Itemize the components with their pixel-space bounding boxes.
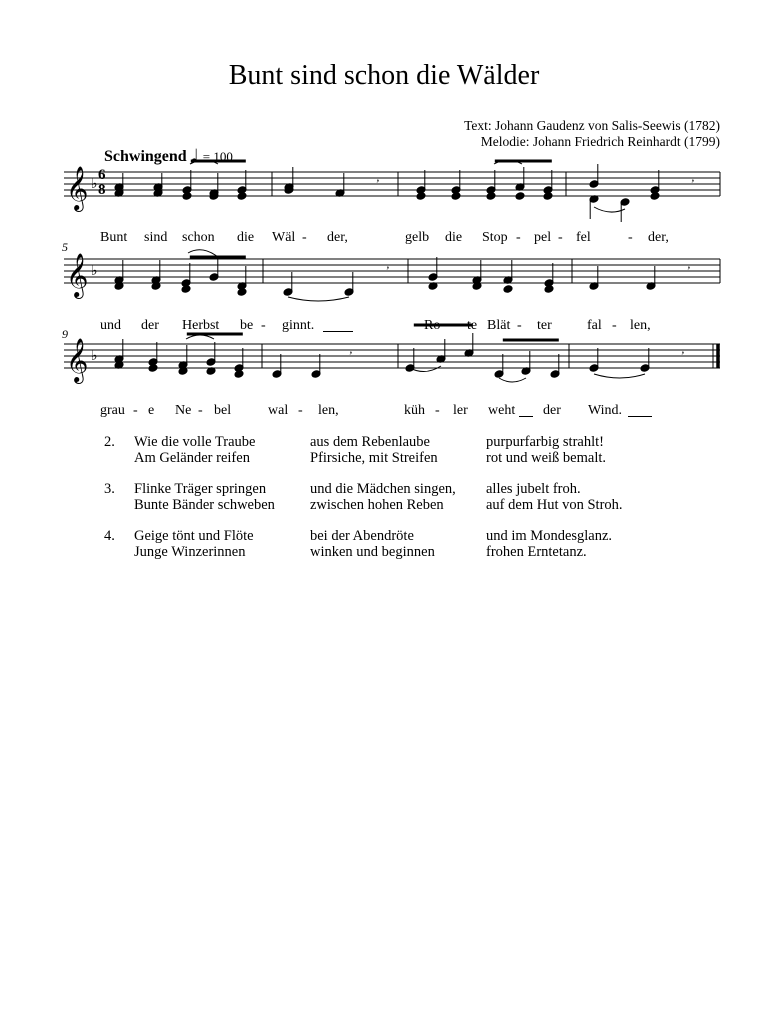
slur [594, 207, 625, 212]
measure-number-9: 9 [62, 327, 68, 341]
lyricist-credit: Text: Johann Gaudenz von Salis-Seewis (1782) [464, 118, 720, 133]
note-head [515, 192, 525, 201]
lyric-syllable: te [467, 318, 478, 333]
lyric-syllable: Ro [424, 318, 441, 333]
composer-credit: Melodie: Johann Friedrich Reinhardt (1799) [480, 134, 720, 149]
lyric-extender [519, 416, 533, 417]
lyric-syllable: pel [534, 230, 552, 245]
treble-clef-icon: 𝄞 [66, 253, 89, 297]
lyric-syllable: - [261, 318, 266, 333]
lyric-syllable: Ne [175, 403, 192, 418]
verse-number: 2. [104, 434, 115, 450]
key-flat-icon: ♭ [91, 263, 98, 279]
eighth-rest-icon: ’ [375, 176, 379, 190]
lyric-syllable: - [198, 403, 203, 418]
lyric-syllable: Bunt [100, 230, 128, 245]
quarter-note-glyph: ♩ [190, 146, 199, 166]
lyric-syllable: - [558, 230, 563, 245]
lyric-syllable: be [240, 318, 254, 333]
lyric-syllable: und [100, 318, 121, 333]
lyric-syllable: - [298, 403, 303, 418]
lyric-syllable: - [516, 230, 521, 245]
lyric-syllable: - [612, 318, 617, 333]
staff-lines [64, 166, 720, 384]
lyric-syllable: Wäl [272, 230, 296, 245]
verse-text-col2: und die Mädchen singen, zwischen hohen Reben [310, 481, 456, 513]
lyric-extender [628, 416, 652, 417]
lyric-syllable: die [237, 230, 255, 245]
lyric-syllable: der [543, 403, 561, 418]
tempo-text: Schwingend [104, 148, 187, 165]
lyric-syllable: - [447, 318, 452, 333]
key-flat-icon: ♭ [91, 348, 98, 364]
eighth-rest-icon: ’ [686, 263, 690, 277]
eighth-rest-icon: ’ [348, 348, 352, 362]
verse-text-col3: alles jubelt froh. auf dem Hut von Stroh. [486, 481, 623, 513]
verse-text-col3: purpurfarbig strahlt! rot und weiß bemalt. [486, 434, 607, 466]
lyric-syllable: ter [537, 318, 552, 333]
verse-text-col1: Wie die volle Traube Am Geländer reifen [134, 434, 256, 466]
treble-clef-icon: 𝄞 [66, 338, 89, 382]
lyric-syllable: fel [576, 230, 591, 245]
verse-number: 3. [104, 481, 115, 497]
lyric-syllable: Blät [487, 318, 511, 333]
verse-text-col3: und im Mondesglanz. frohen Erntetanz. [486, 528, 613, 560]
verse-text-col2: aus dem Rebenlaube Pfirsiche, mit Streifen [310, 434, 438, 466]
slur [499, 378, 526, 382]
lyric-syllable: gelb [405, 230, 430, 245]
lyric-syllable: - [517, 318, 522, 333]
time-signature-bottom: 8 [98, 182, 106, 198]
lyric-syllable: weht [488, 403, 516, 418]
slur [186, 335, 214, 339]
verse-number: 4. [104, 528, 115, 544]
note-head [503, 285, 513, 294]
eighth-rest-icon: ’ [385, 263, 389, 277]
lyric-syllable: Stop [482, 230, 508, 245]
lyric-syllable: - [302, 230, 307, 245]
lyric-syllable: - [133, 403, 138, 418]
lyric-syllable: e [148, 403, 155, 418]
verse-text-col2: bei der Abendröte winken und beginnen [310, 528, 435, 560]
lyric-syllable: grau [100, 403, 125, 418]
lyric-syllable: fal [587, 318, 602, 333]
lyric-syllable: schon [182, 230, 215, 245]
verse-text-col1: Flinke Träger springen Bunte Bänder schweben [134, 481, 275, 513]
eighth-rest-icon: ’ [680, 348, 684, 362]
eighth-rest-icon: ’ [690, 176, 694, 190]
tie [288, 297, 349, 301]
lyric-syllable: die [445, 230, 463, 245]
lyric-syllable: wal [268, 403, 289, 418]
lyric-syllable: len, [318, 403, 339, 418]
treble-clef-icon: 𝄞 [66, 166, 89, 210]
lyric-syllable: - [628, 230, 633, 245]
song-title: Bunt sind schon die Wälder [228, 60, 540, 91]
tempo-value: = 100 [202, 149, 233, 164]
tie [594, 374, 645, 378]
lyric-syllable: der [141, 318, 159, 333]
lyric-syllable: der, [327, 230, 348, 245]
lyric-syllable: - [435, 403, 440, 418]
lyric-syllable: Wind. [588, 403, 623, 418]
key-flat-icon: ♭ [91, 176, 98, 192]
lyric-syllable: len, [630, 318, 651, 333]
lyric-syllable: küh [404, 403, 425, 418]
slur [410, 366, 441, 372]
lyric-extender [323, 331, 353, 332]
lyric-syllable: Herbst [182, 318, 220, 333]
measure-number-5: 5 [62, 240, 68, 254]
lyric-syllable: ginnt. [282, 318, 315, 333]
lyric-syllable: sind [144, 230, 168, 245]
verse-text-col1: Geige tönt und Flöte Junge Winzerinnen [134, 528, 254, 560]
time-signature-top: 6 [98, 167, 106, 183]
lyric-syllable: der, [648, 230, 669, 245]
lyric-syllable: bel [214, 403, 232, 418]
lyric-syllable: ler [453, 403, 468, 418]
